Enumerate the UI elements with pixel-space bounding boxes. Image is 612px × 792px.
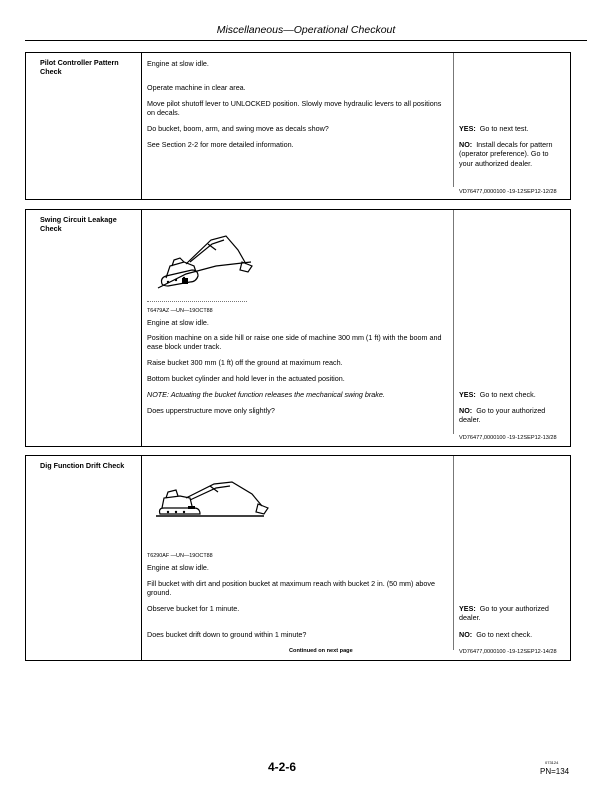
step-text: Move pilot shutoff lever to UNLOCKED position. Slowly move hydraulic levers to all positions on decals. (147, 99, 442, 118)
step-text: Operate machine in clear area. (147, 83, 246, 92)
section-title-column (26, 210, 142, 446)
figure-rule (147, 301, 247, 302)
result-column-rule (453, 53, 454, 187)
step-text: See Section 2-2 for more detailed information. (147, 140, 294, 149)
step-text: Engine at slow idle. (147, 318, 209, 327)
reference-code: VD76477,0000100 -19-12SEP12-13/28 (459, 435, 557, 441)
step-text: Does upperstructure move only slightly? (147, 406, 275, 415)
step-text: Do bucket, boom, arm, and swing move as decals show? (147, 124, 329, 133)
section-title: Swing Circuit Leakage Check (40, 215, 117, 233)
step-text: Engine at slow idle. (147, 563, 209, 572)
section-title-column (26, 53, 142, 199)
yes-label: YES: (459, 124, 476, 133)
continued-note: Continued on next page (289, 648, 353, 654)
page-number: 4-2-6 (268, 760, 297, 774)
footer-pn: PN=134 (540, 767, 570, 776)
header-rule (25, 40, 587, 41)
section-title: Dig Function Drift Check (40, 461, 125, 470)
result-column-rule (453, 456, 454, 650)
yes-result (459, 604, 549, 623)
section-pilot-controller (25, 52, 571, 200)
no-text: Install decals for pattern (operator preference). Go to your authorized dealer. (459, 140, 553, 168)
no-result (459, 406, 564, 425)
section-title-column (26, 456, 142, 660)
reference-code: VD76477,0000100 -19-12SEP12-14/28 (459, 649, 557, 655)
section-dig-function-drift (25, 455, 571, 661)
no-text: Go to your authorized dealer. (459, 406, 546, 425)
no-label: NO: (459, 630, 473, 639)
reference-code: VD76477,0000100 -19-12SEP12-12/28 (459, 189, 557, 195)
section-swing-circuit (25, 209, 571, 447)
no-text: Go to next check. (476, 630, 533, 639)
excavator-side-hill-illustration (156, 226, 271, 301)
step-text: Observe bucket for 1 minute. (147, 604, 240, 613)
step-text: Bottom bucket cylinder and hold lever in the actuated position. (147, 374, 345, 383)
result-column-rule (453, 210, 454, 434)
footer-code: 073124 (545, 760, 559, 765)
step-text: Fill bucket with dirt and position bucket at maximum reach with bucket 2 in. (50 mm) above ground. (147, 579, 436, 598)
section-title: Pilot Controller Pattern Check (40, 58, 119, 76)
figure-caption: T6290AF —UN—19OCT88 (147, 553, 213, 559)
yes-result (459, 124, 564, 133)
step-text: Raise bucket 300 mm (1 ft) off the ground at maximum reach. (147, 358, 343, 367)
no-label: NO: (459, 406, 473, 415)
step-text: Engine at slow idle. (147, 59, 209, 68)
yes-text: Go to next check. (479, 390, 536, 399)
yes-label: YES: (459, 604, 476, 613)
note-text: NOTE: Actuating the bucket function releases the mechanical swing brake. (147, 390, 385, 399)
yes-result (459, 390, 564, 399)
yes-text: Go to next test. (479, 124, 529, 133)
no-label: NO: (459, 140, 473, 149)
step-text: Does bucket drift down to ground within 1 minute? (147, 630, 307, 639)
excavator-reach-illustration (154, 478, 274, 524)
page-header-title: Miscellaneous—Operational Checkout (216, 24, 396, 36)
yes-text: Go to your authorized dealer. (459, 604, 549, 623)
yes-label: YES: (459, 390, 476, 399)
step-text: Position machine on a side hill or raise one side of machine 300 mm (1 ft) with the boom and ease block under track. (147, 333, 442, 352)
no-result (459, 630, 564, 639)
no-result (459, 140, 559, 168)
figure-caption: T6479AZ —UN—19OCT88 (147, 308, 213, 314)
